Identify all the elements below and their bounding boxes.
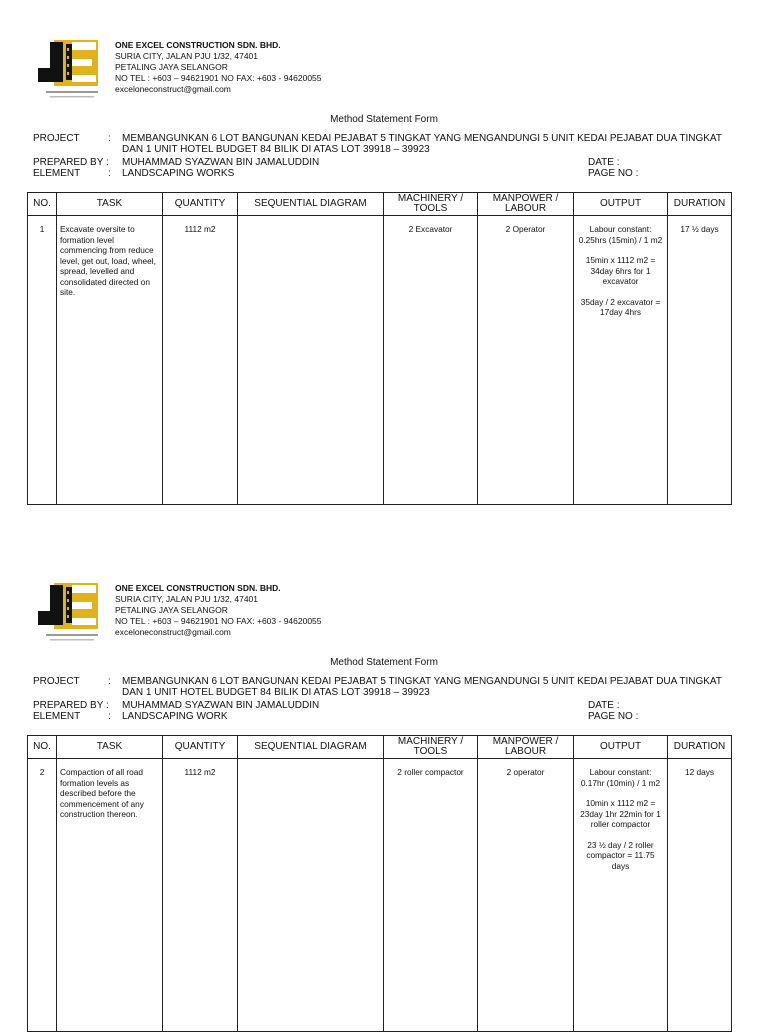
date-label: DATE : xyxy=(588,157,620,168)
company-logo-icon xyxy=(36,38,102,102)
header-machinery: MACHINERY / TOOLS xyxy=(384,193,478,216)
project-name-line2: DAN 1 UNIT HOTEL BUDGET 84 BILIK DI ATAS LOT 39918 – 39923 xyxy=(122,687,430,698)
header-quantity: QUANTITY xyxy=(163,736,238,759)
page-no-label: PAGE NO : xyxy=(588,711,639,722)
output-result: 35day / 2 excavator = 17day 4hrs xyxy=(580,296,661,317)
row-sequential-diagram xyxy=(238,216,384,505)
company-header xyxy=(115,583,322,638)
project-colon: : xyxy=(108,133,111,144)
page-no-label: PAGE NO : xyxy=(588,168,639,179)
company-name: ONE EXCEL CONSTRUCTION SDN. BHD. xyxy=(115,583,281,593)
element-colon: : xyxy=(108,168,111,179)
project-name-line1: MEMBANGUNKAN 6 LOT BANGUNAN KEDAI PEJABAT 5 TINGKAT YANG MENGANDUNGI 5 UNIT KEDAI PEJABAT DUA TINGKAT xyxy=(122,676,722,687)
table-header-row xyxy=(28,736,732,759)
method-statement-table xyxy=(27,735,732,1032)
element-value: LANDSCAPING WORK xyxy=(122,711,228,722)
row-quantity: 1112 m2 xyxy=(163,759,238,1032)
company-email: exceloneconstruct@gmail.com xyxy=(115,627,231,637)
project-name-line2: DAN 1 UNIT HOTEL BUDGET 84 BILIK DI ATAS LOT 39918 – 39923 xyxy=(122,144,430,155)
row-task: Compaction of all road formation levels as described before the commencement of any construction thereon. xyxy=(57,759,163,1032)
header-machinery: MACHINERY / TOOLS xyxy=(384,736,478,759)
prepared-by-label: PREPARED BY : xyxy=(33,157,109,168)
company-address-line1: SURIA CITY, JALAN PJU 1/32, 47401 xyxy=(115,594,258,604)
output-calculation: 10min x 1112 m2 = 23day 1hr 22min for 1 roller compactor xyxy=(580,798,661,829)
header-no: NO. xyxy=(28,736,57,759)
header-duration: DURATION xyxy=(668,736,732,759)
header-task: TASK xyxy=(57,193,163,216)
row-output xyxy=(574,216,668,505)
row-quantity: 1112 m2 xyxy=(163,216,238,505)
table-row xyxy=(28,759,732,1032)
row-duration: 12 days xyxy=(668,759,732,1032)
project-name-line1: MEMBANGUNKAN 6 LOT BANGUNAN KEDAI PEJABAT 5 TINGKAT YANG MENGANDUNGI 5 UNIT KEDAI PEJABAT DUA TINGKAT xyxy=(122,133,722,144)
header-sequential-diagram: SEQUENTIAL DIAGRAM xyxy=(238,736,384,759)
row-task: Excavate oversite to formation level commencing from reduce level, get out, load, wheel, spread, levelled and consolidated directed on site. xyxy=(57,216,163,505)
header-quantity: QUANTITY xyxy=(163,193,238,216)
header-task: TASK xyxy=(57,736,163,759)
header-manpower: MANPOWER / LABOUR xyxy=(478,736,574,759)
prepared-by-name: MUHAMMAD SYAZWAN BIN JAMALUDDIN xyxy=(122,700,320,711)
company-name: ONE EXCEL CONSTRUCTION SDN. BHD. xyxy=(115,40,281,50)
company-email: exceloneconstruct@gmail.com xyxy=(115,84,231,94)
company-address-line2: PETALING JAYA SELANGOR xyxy=(115,605,228,615)
output-result: 23 ½ day / 2 roller compactor = 11.75 days xyxy=(586,839,655,871)
row-duration: 17 ½ days xyxy=(668,216,732,505)
company-phone-fax: NO TEL : +603 – 94621901 NO FAX: +603 - 94620055 xyxy=(115,616,322,626)
header-output: OUTPUT xyxy=(574,193,668,216)
row-manpower: 2 operator xyxy=(478,759,574,1032)
header-sequential-diagram: SEQUENTIAL DIAGRAM xyxy=(238,193,384,216)
company-phone-fax: NO TEL : +603 – 94621901 NO FAX: +603 - 94620055 xyxy=(115,73,322,83)
project-colon: : xyxy=(108,676,111,687)
prepared-by-name: MUHAMMAD SYAZWAN BIN JAMALUDDIN xyxy=(122,157,320,168)
prepared-by-label: PREPARED BY : xyxy=(33,700,109,711)
company-address-line2: PETALING JAYA SELANGOR xyxy=(115,62,228,72)
element-value: LANDSCAPING WORKS xyxy=(122,168,235,179)
output-labour-constant: Labour constant: 0.25hrs (15min) / 1 m2 xyxy=(578,224,663,245)
element-label: ELEMENT xyxy=(33,711,81,722)
row-machinery: 2 roller compactor xyxy=(384,759,478,1032)
row-output xyxy=(574,759,668,1032)
element-label: ELEMENT xyxy=(33,168,81,179)
header-no: NO. xyxy=(28,193,57,216)
table-row xyxy=(28,216,732,505)
table-header-row xyxy=(28,193,732,216)
row-no: 2 xyxy=(28,759,57,1032)
row-manpower: 2 Operator xyxy=(478,216,574,505)
company-header xyxy=(115,40,322,95)
date-label: DATE : xyxy=(588,700,620,711)
method-statement-table xyxy=(27,192,732,505)
header-output: OUTPUT xyxy=(574,736,668,759)
output-labour-constant: Labour constant: 0.17hr (10min) / 1 m2 xyxy=(580,767,661,788)
header-duration: DURATION xyxy=(668,193,732,216)
project-label: PROJECT xyxy=(33,676,80,687)
header-manpower: MANPOWER / LABOUR xyxy=(478,193,574,216)
form-title: Method Statement Form xyxy=(330,114,438,125)
row-machinery: 2 Excavator xyxy=(384,216,478,505)
element-colon: : xyxy=(108,711,111,722)
row-no: 1 xyxy=(28,216,57,505)
company-address-line1: SURIA CITY, JALAN PJU 1/32, 47401 xyxy=(115,51,258,61)
row-sequential-diagram xyxy=(238,759,384,1032)
output-calculation: 15min x 1112 m2 = 34day 6hrs for 1 excavator xyxy=(585,255,656,286)
company-logo-icon xyxy=(36,581,102,645)
project-label: PROJECT xyxy=(33,133,80,144)
form-title: Method Statement Form xyxy=(330,657,438,668)
